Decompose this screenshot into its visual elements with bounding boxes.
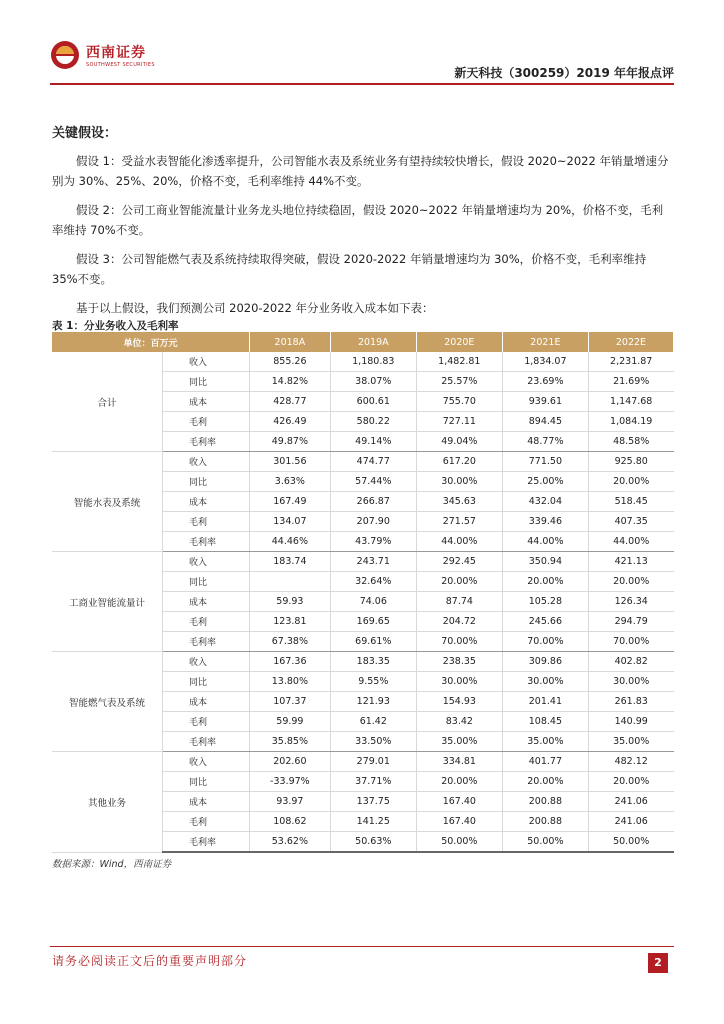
value-cell: 21.69% [588,372,673,392]
year-header: 2021E [502,332,588,352]
metric-label-cell: 毛利率 [163,732,250,752]
value-cell: 2,231.87 [588,352,673,372]
metric-label-cell: 毛利率 [163,532,250,552]
value-cell: 169.65 [330,612,416,632]
value-cell: 43.79% [330,532,416,552]
value-cell: 1,147.68 [588,392,673,412]
table-row [52,752,674,772]
value-cell: 167.40 [416,812,502,832]
value-cell: 83.42 [416,712,502,732]
value-cell: 20.00% [502,572,588,592]
value-cell: 87.74 [416,592,502,612]
value-cell: 140.99 [588,712,673,732]
segment-name-cell: 智能燃气表及系统 [52,652,163,752]
year-header: 2018A [250,332,331,352]
metric-label-cell: 同比 [163,572,250,592]
value-cell: 59.93 [250,592,331,612]
metric-label-cell: 收入 [163,352,250,372]
value-cell: 49.14% [330,432,416,452]
value-cell: 69.61% [330,632,416,652]
metric-label-cell: 同比 [163,472,250,492]
value-cell: 137.75 [330,792,416,812]
value-cell: 167.36 [250,652,331,672]
assumption-paragraph: 假设 2：公司工商业智能流量计业务龙头地位持续稳固，假设 2020~2022 年销量增速均为 20%，价格不变，毛利率维持 70%不变。 [52,203,664,237]
value-cell: 14.82% [250,372,331,392]
value-cell: 271.57 [416,512,502,532]
value-cell: 25.00% [502,472,588,492]
value-cell: 35.85% [250,732,331,752]
forecast-intro-paragraph: 基于以上假设，我们预测公司 2020-2022 年分业务收入成本如下表： [76,301,434,315]
value-cell: 70.00% [502,632,588,652]
value-cell: 35.00% [588,732,673,752]
value-cell: 53.62% [250,832,331,853]
value-cell: 301.56 [250,452,331,472]
segment-name-cell: 合计 [52,352,163,452]
value-cell: 61.42 [330,712,416,732]
value-cell: 107.37 [250,692,331,712]
value-cell: 1,084.19 [588,412,673,432]
segment-name-cell: 工商业智能流量计 [52,552,163,652]
value-cell: 167.49 [250,492,331,512]
value-cell: 57.44% [330,472,416,492]
logo-mark-icon [50,40,80,70]
value-cell: 30.00% [416,672,502,692]
value-cell: 617.20 [416,452,502,472]
value-cell: 200.88 [502,792,588,812]
value-cell: 482.12 [588,752,673,772]
metric-label-cell: 成本 [163,692,250,712]
metric-label-cell: 成本 [163,492,250,512]
value-cell: 261.83 [588,692,673,712]
value-cell: 518.45 [588,492,673,512]
assumption-paragraph: 假设 1：受益水表智能化渗透率提升，公司智能水表及系统业务有望持续较快增长，假设 2020~2022 年销量增速分别为 30%、25%、20%，价格不变，毛利率维持 44%不变。 [52,154,669,188]
value-cell: 771.50 [502,452,588,472]
value-cell: 402.82 [588,652,673,672]
metric-label-cell: 收入 [163,652,250,672]
value-cell: 23.69% [502,372,588,392]
value-cell: 74.06 [330,592,416,612]
value-cell: 105.28 [502,592,588,612]
value-cell: 48.77% [502,432,588,452]
value-cell: 108.45 [502,712,588,732]
value-cell: 35.00% [416,732,502,752]
section-title: 关键假设： [52,126,118,141]
value-cell: 59.99 [250,712,331,732]
footer-disclaimer: 请务必阅读正文后的重要声明部分 [52,954,248,968]
year-header: 2020E [416,332,502,352]
value-cell: 421.13 [588,552,673,572]
value-cell: 279.01 [330,752,416,772]
value-cell: 426.49 [250,412,331,432]
value-cell: 727.11 [416,412,502,432]
value-cell: 350.94 [502,552,588,572]
value-cell: 432.04 [502,492,588,512]
segment-name-cell: 其他业务 [52,752,163,853]
value-cell: 241.06 [588,812,673,832]
metric-label-cell: 毛利率 [163,632,250,652]
value-cell: 37.71% [330,772,416,792]
value-cell: 183.74 [250,552,331,572]
segment-revenue-table [52,332,674,853]
company-logo [50,40,170,74]
metric-label-cell: 收入 [163,552,250,572]
value-cell: 204.72 [416,612,502,632]
value-cell: 30.00% [502,672,588,692]
value-cell [250,572,331,592]
value-cell: 20.00% [588,572,673,592]
value-cell: 123.81 [250,612,331,632]
value-cell: 294.79 [588,612,673,632]
table-row [52,652,674,672]
value-cell: 38.07% [330,372,416,392]
value-cell: 25.57% [416,372,502,392]
value-cell: 32.64% [330,572,416,592]
value-cell: 580.22 [330,412,416,432]
value-cell: 126.34 [588,592,673,612]
value-cell: 49.04% [416,432,502,452]
logo-text-cn: 西南证券 [86,45,146,61]
value-cell: 474.77 [330,452,416,472]
value-cell: 30.00% [588,672,673,692]
metric-label-cell: 成本 [163,792,250,812]
value-cell: 1,834.07 [502,352,588,372]
value-cell: 339.46 [502,512,588,532]
metric-label-cell: 收入 [163,752,250,772]
metric-label-cell: 同比 [163,672,250,692]
table-body [52,352,674,852]
footer-divider [50,946,674,947]
table-row [52,552,674,572]
metric-label-cell: 毛利 [163,512,250,532]
value-cell: 292.45 [416,552,502,572]
value-cell: 44.46% [250,532,331,552]
value-cell: 50.63% [330,832,416,853]
value-cell: 13.80% [250,672,331,692]
value-cell: 48.58% [588,432,673,452]
value-cell: 200.88 [502,812,588,832]
value-cell: 70.00% [416,632,502,652]
metric-label-cell: 毛利率 [163,432,250,452]
value-cell: 20.00% [588,472,673,492]
page-header [0,0,724,90]
value-cell: 50.00% [588,832,673,853]
value-cell: 20.00% [416,572,502,592]
value-cell: 44.00% [416,532,502,552]
value-cell: 67.38% [250,632,331,652]
year-header: 2022E [588,332,673,352]
value-cell: 108.62 [250,812,331,832]
value-cell: 44.00% [502,532,588,552]
metric-label-cell: 同比 [163,372,250,392]
metric-label-cell: 成本 [163,392,250,412]
value-cell: 600.61 [330,392,416,412]
value-cell: 939.61 [502,392,588,412]
value-cell: 33.50% [330,732,416,752]
metric-label-cell: 同比 [163,772,250,792]
value-cell: 49.87% [250,432,331,452]
value-cell: 20.00% [502,772,588,792]
metric-label-cell: 毛利 [163,612,250,632]
table-row [52,352,674,372]
value-cell: 345.63 [416,492,502,512]
value-cell: -33.97% [250,772,331,792]
value-cell: 167.40 [416,792,502,812]
assumption-paragraph: 假设 3：公司智能燃气表及系统持续取得突破，假设 2020-2022 年销量增速均为 30%，价格不变，毛利率维持 35%不变。 [52,252,647,286]
value-cell: 309.86 [502,652,588,672]
value-cell: 245.66 [502,612,588,632]
value-cell: 121.93 [330,692,416,712]
value-cell: 925.80 [588,452,673,472]
value-cell: 20.00% [416,772,502,792]
metric-label-cell: 成本 [163,592,250,612]
value-cell: 3.63% [250,472,331,492]
value-cell: 334.81 [416,752,502,772]
page-number: 2 [648,953,668,973]
data-source: 数据来源：Wind，西南证券 [52,859,172,870]
unit-header: 单位：百万元 [52,332,250,352]
value-cell: 241.06 [588,792,673,812]
value-cell: 93.97 [250,792,331,812]
value-cell: 238.35 [416,652,502,672]
metric-label-cell: 毛利率 [163,832,250,853]
value-cell: 50.00% [502,832,588,853]
value-cell: 30.00% [416,472,502,492]
table-caption: 表 1：分业务收入及毛利率 [52,320,179,332]
value-cell: 141.25 [330,812,416,832]
report-title: 新天科技（300259）2019 年年报点评 [454,66,674,80]
value-cell: 50.00% [416,832,502,853]
table-header-row [52,332,674,352]
value-cell: 202.60 [250,752,331,772]
segment-name-cell: 智能水表及系统 [52,452,163,552]
value-cell: 401.77 [502,752,588,772]
value-cell: 154.93 [416,692,502,712]
value-cell: 407.35 [588,512,673,532]
value-cell: 9.55% [330,672,416,692]
value-cell: 70.00% [588,632,673,652]
value-cell: 35.00% [502,732,588,752]
value-cell: 20.00% [588,772,673,792]
year-header: 2019A [330,332,416,352]
value-cell: 207.90 [330,512,416,532]
value-cell: 1,482.81 [416,352,502,372]
value-cell: 183.35 [330,652,416,672]
value-cell: 201.41 [502,692,588,712]
value-cell: 134.07 [250,512,331,532]
value-cell: 44.00% [588,532,673,552]
metric-label-cell: 毛利 [163,412,250,432]
header-divider [50,83,674,85]
value-cell: 755.70 [416,392,502,412]
logo-text-en: SOUTHWEST SECURITIES [86,62,155,68]
value-cell: 1,180.83 [330,352,416,372]
value-cell: 266.87 [330,492,416,512]
metric-label-cell: 毛利 [163,712,250,732]
value-cell: 243.71 [330,552,416,572]
value-cell: 855.26 [250,352,331,372]
value-cell: 894.45 [502,412,588,432]
value-cell: 428.77 [250,392,331,412]
assumptions-section [52,122,672,327]
metric-label-cell: 毛利 [163,812,250,832]
table-row [52,452,674,472]
metric-label-cell: 收入 [163,452,250,472]
